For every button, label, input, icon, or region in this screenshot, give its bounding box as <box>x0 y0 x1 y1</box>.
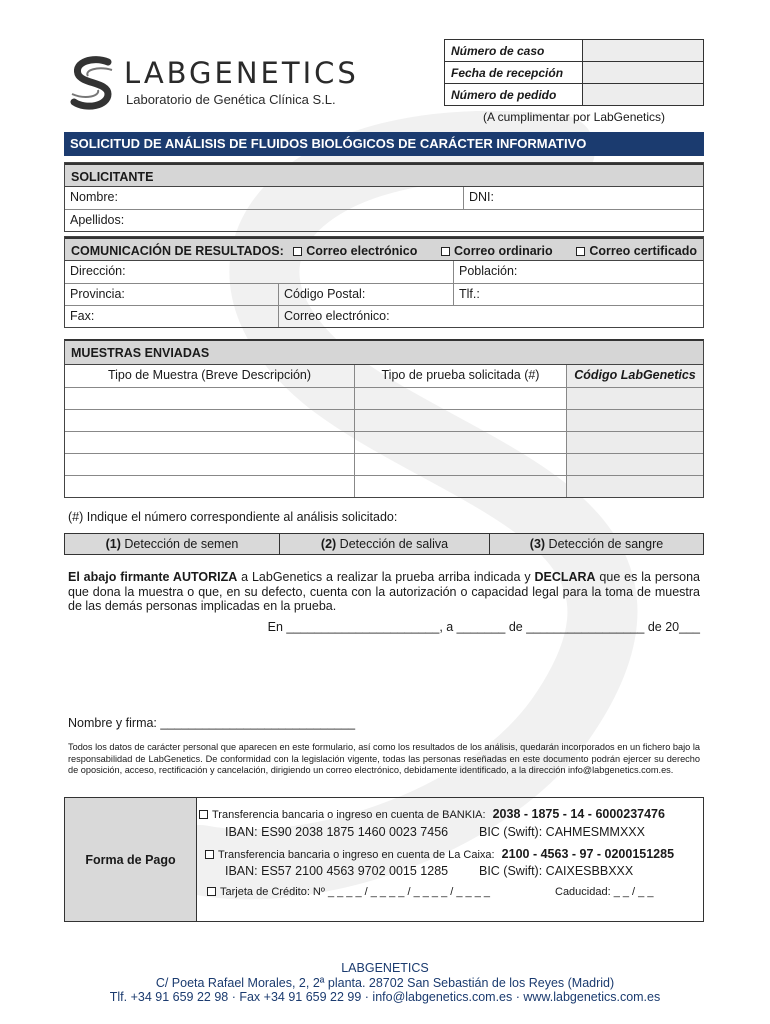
test-semen: (1) Detección de semen <box>105 537 239 551</box>
correo-field[interactable]: Correo electrónico: <box>278 306 703 327</box>
case-number-label: Número de caso <box>445 40 583 62</box>
provincia-field[interactable]: Provincia: <box>70 287 125 301</box>
test-saliva: (2) Detección de saliva <box>279 534 489 554</box>
sample-cell[interactable] <box>566 387 703 409</box>
sample-cell[interactable] <box>65 475 354 497</box>
sample-cell[interactable] <box>354 431 566 453</box>
footer-company: LABGENETICS <box>341 961 429 975</box>
direccion-field[interactable]: Dirección: <box>70 264 126 278</box>
option-bankia[interactable]: Transferencia bancaria o ingreso en cuenta de BANKIA: 2038 - 1875 - 14 - 6000237476 <box>199 807 665 821</box>
sample-cell[interactable] <box>65 431 354 453</box>
checkbox-icon[interactable] <box>576 247 585 256</box>
case-box-note: (A cumplimentar por LabGenetics) <box>482 110 666 124</box>
option-caixa[interactable]: Transferencia bancaria o ingreso en cuenta de La Caixa: 2100 - 4563 - 97 - 0200151285 <box>205 847 674 861</box>
signature-line[interactable]: Nombre y firma: ____________________________ <box>68 716 356 730</box>
sample-cell[interactable] <box>566 431 703 453</box>
test-sangre: (3) Detección de sangre <box>489 534 703 554</box>
brand-subtitle: Laboratorio de Genética Clínica S.L. <box>126 92 336 107</box>
caixa-iban: IBAN: ES57 2100 4563 9702 0015 1285 <box>225 864 449 878</box>
muestras-table <box>65 365 703 497</box>
sample-cell[interactable] <box>65 387 354 409</box>
sample-cell[interactable] <box>354 409 566 431</box>
col-tipo-prueba: Tipo de prueba solicitada (#) <box>354 365 566 387</box>
dni-field[interactable]: DNI: <box>463 187 703 209</box>
footer-address: C/ Poeta Rafael Morales, 2, 2ª planta. 28702 San Sebastián de los Reyes (Madrid) <box>155 975 615 990</box>
tlf-field[interactable]: Tlf.: <box>453 284 703 305</box>
checkbox-icon[interactable] <box>199 810 208 819</box>
checkbox-icon[interactable] <box>207 887 216 896</box>
tests-note: (#) Indique el número correspondiente al análisis solicitado: <box>68 510 398 524</box>
option-ordinary-mail[interactable]: Correo ordinario <box>441 244 553 255</box>
poblacion-field[interactable]: Población: <box>453 261 703 283</box>
checkbox-icon[interactable] <box>205 850 214 859</box>
sample-cell[interactable] <box>354 475 566 497</box>
option-certified-mail[interactable]: Correo certificado <box>576 244 697 255</box>
sample-cell[interactable] <box>354 453 566 475</box>
muestras-heading: MUESTRAS ENVIADAS <box>65 341 703 365</box>
bankia-iban: IBAN: ES90 2038 1875 1460 0023 7456 <box>225 825 449 839</box>
sample-cell[interactable] <box>566 453 703 475</box>
bankia-bic: BIC (Swift): CAHMESMMXXX <box>479 825 645 839</box>
apellidos-field[interactable]: Apellidos: <box>70 213 125 227</box>
tests-table <box>64 533 704 555</box>
reception-date-label: Fecha de recepción <box>445 62 583 84</box>
authorization-text: El abajo firmante AUTORIZA a LabGenetics a realizar la prueba arriba indicada y DECLARA que es la persona que dona la muestra o que, en su defecto, cuenta con la autorización o capacidad legal para la toma de muestra de las demás personas implicadas en la prueba. <box>68 570 700 613</box>
footer <box>0 961 770 1005</box>
sample-cell[interactable] <box>566 475 703 497</box>
privacy-notice: Todos los datos de carácter personal que aparecen en este formulario, así como los resultados de los análisis, quedarán incorporados en un fichero bajo la responsabilidad de LabGenetics. De conformidad con la legislación vigente, todas las personas reseñadas en este documento podrán ejercer su derecho de oposición, acceso, rectificación y cancelación, dirigiendo un correo electrónico, debidamente identificado, a la dirección info@labgenetics.com.es. <box>68 742 700 776</box>
payment-section <box>64 797 704 922</box>
comunicacion-section <box>64 236 704 328</box>
reception-date-field[interactable] <box>583 62 704 84</box>
sample-cell[interactable] <box>566 409 703 431</box>
muestras-section <box>64 339 704 498</box>
codigo-postal-field[interactable]: Código Postal: <box>278 284 453 305</box>
card-expiry[interactable]: Caducidad: _ _ / _ _ <box>555 886 654 898</box>
nombre-field[interactable]: Nombre: <box>70 190 118 204</box>
caixa-bic: BIC (Swift): CAIXESBBXXX <box>479 864 634 878</box>
sample-cell[interactable] <box>65 409 354 431</box>
date-line[interactable]: En ______________________, a _______ de _________________ de 20___ <box>267 620 700 634</box>
payment-label: Forma de Pago <box>65 798 197 921</box>
comunicacion-heading <box>65 237 703 261</box>
footer-contact: Tlf. +34 91 659 22 98 · Fax +34 91 659 22 99 · info@labgenetics.com.es · www.labgenetics.com.es <box>109 990 661 1004</box>
option-email[interactable]: Correo electrónico <box>293 244 417 258</box>
order-number-field[interactable] <box>583 84 704 106</box>
labgenetics-logo-icon <box>68 54 118 112</box>
brand-name: LABGENETICS <box>124 56 359 90</box>
fax-field[interactable]: Fax: <box>70 309 95 323</box>
company-logo <box>68 52 359 116</box>
case-info-table <box>444 39 704 106</box>
option-credit-card[interactable]: Tarjeta de Crédito: Nº _ _ _ _ / _ _ _ _ / _ _ _ _ / _ _ _ _ <box>207 886 490 898</box>
col-codigo: Código LabGenetics <box>566 365 703 387</box>
solicitante-heading: SOLICITANTE <box>65 163 703 187</box>
col-tipo-muestra: Tipo de Muestra (Breve Descripción) <box>107 368 312 382</box>
checkbox-icon[interactable] <box>293 247 302 256</box>
form-title: SOLICITUD DE ANÁLISIS DE FLUIDOS BIOLÓGICOS DE CARÁCTER INFORMATIVO <box>64 132 704 156</box>
case-number-field[interactable] <box>583 40 704 62</box>
solicitante-section <box>64 162 704 232</box>
comunicacion-title: COMUNICACIÓN DE RESULTADOS: <box>71 244 284 258</box>
sample-cell[interactable] <box>354 387 566 409</box>
order-number-label: Número de pedido <box>445 84 583 106</box>
sample-cell[interactable] <box>65 453 354 475</box>
checkbox-icon[interactable] <box>441 247 450 256</box>
